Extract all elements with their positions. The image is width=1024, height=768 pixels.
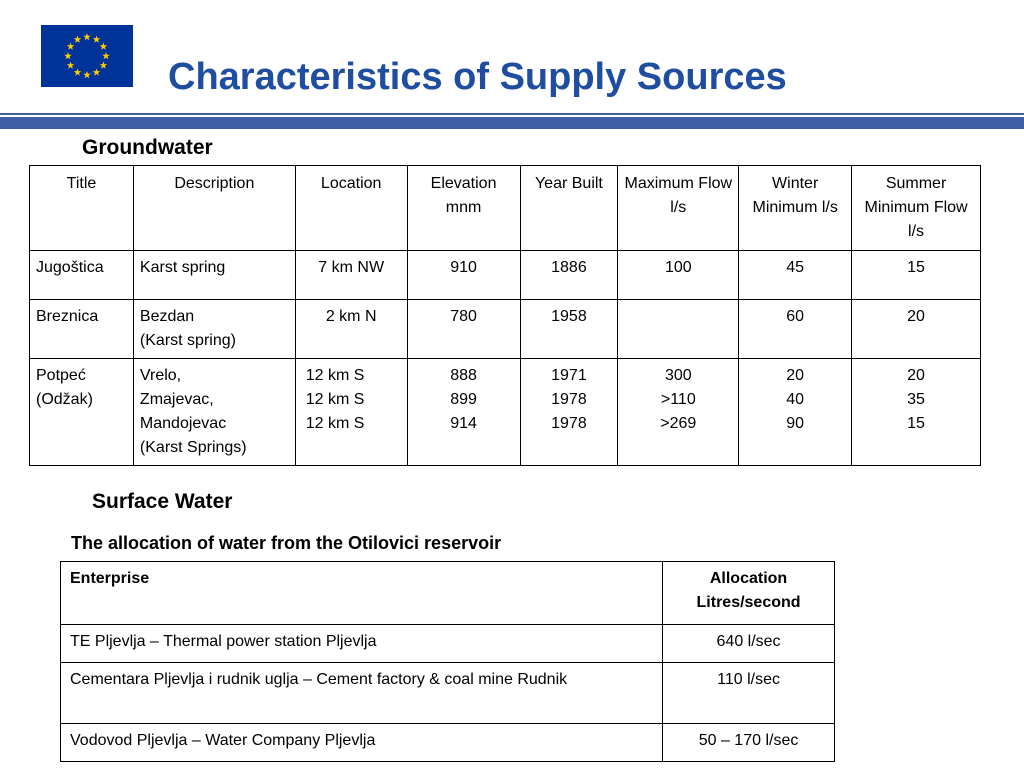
groundwater-heading: Groundwater [82, 136, 213, 159]
table-cell: 20 [852, 300, 981, 359]
groundwater-table [29, 165, 981, 466]
table-cell: 20 40 90 [739, 359, 852, 466]
column-header: Year Built [520, 166, 618, 251]
table-cell: 60 [739, 300, 852, 359]
table-cell: 110 l/sec [663, 663, 835, 724]
table-header-row [61, 562, 835, 625]
table-cell: 910 [407, 251, 520, 300]
eu-flag-icon [41, 25, 133, 87]
table-cell: Vrelo, Zmajevac, Mandojevac (Karst Springs) [133, 359, 295, 466]
column-header: Enterprise [61, 562, 663, 625]
table-row [30, 251, 981, 300]
column-header: Title [30, 166, 134, 251]
table-row [61, 625, 835, 663]
header-divider [0, 117, 1024, 129]
column-header: Winter Minimum l/s [739, 166, 852, 251]
table-cell: 20 35 15 [852, 359, 981, 466]
table-cell: Bezdan (Karst spring) [133, 300, 295, 359]
surface-water-table [60, 561, 835, 762]
table-cell: Potpeć (Odžak) [30, 359, 134, 466]
surface-water-heading: Surface Water [92, 490, 233, 513]
column-header: Maximum Flow l/s [618, 166, 739, 251]
column-header: Allocation Litres/second [663, 562, 835, 625]
table-cell: 7 km NW [295, 251, 407, 300]
table-cell: 300 >110 >269 [618, 359, 739, 466]
column-header: Elevation mnm [407, 166, 520, 251]
table-cell: 15 [852, 251, 981, 300]
table-cell: TE Pljevlja – Thermal power station Pljevlja [61, 625, 663, 663]
table-cell: 45 [739, 251, 852, 300]
header-divider-thin [0, 113, 1024, 115]
table-header-row [30, 166, 981, 251]
table-cell: Vodovod Pljevlja – Water Company Pljevlja [61, 724, 663, 762]
page-title: Characteristics of Supply Sources [168, 56, 787, 98]
table-cell: Jugoštica [30, 251, 134, 300]
table-cell: 1886 [520, 251, 618, 300]
column-header: Location [295, 166, 407, 251]
table-row [61, 724, 835, 762]
column-header: Summer Minimum Flow l/s [852, 166, 981, 251]
surface-water-caption: The allocation of water from the Otilovici reservoir [71, 533, 502, 553]
table-cell: 1958 [520, 300, 618, 359]
table-cell: 2 km N [295, 300, 407, 359]
table-cell: Breznica [30, 300, 134, 359]
table-cell: 1971 1978 1978 [520, 359, 618, 466]
column-header: Description [133, 166, 295, 251]
table-cell: 780 [407, 300, 520, 359]
table-row [30, 300, 981, 359]
table-row [30, 359, 981, 466]
table-cell: 50 – 170 l/sec [663, 724, 835, 762]
table-cell: 100 [618, 251, 739, 300]
table-cell: Cementara Pljevlja i rudnik uglja – Cement factory & coal mine Rudnik [61, 663, 663, 724]
table-row [61, 663, 835, 724]
table-cell: 640 l/sec [663, 625, 835, 663]
table-cell [618, 300, 739, 359]
table-cell: Karst spring [133, 251, 295, 300]
table-cell: 888 899 914 [407, 359, 520, 466]
table-cell: 12 km S 12 km S 12 km S [295, 359, 407, 466]
